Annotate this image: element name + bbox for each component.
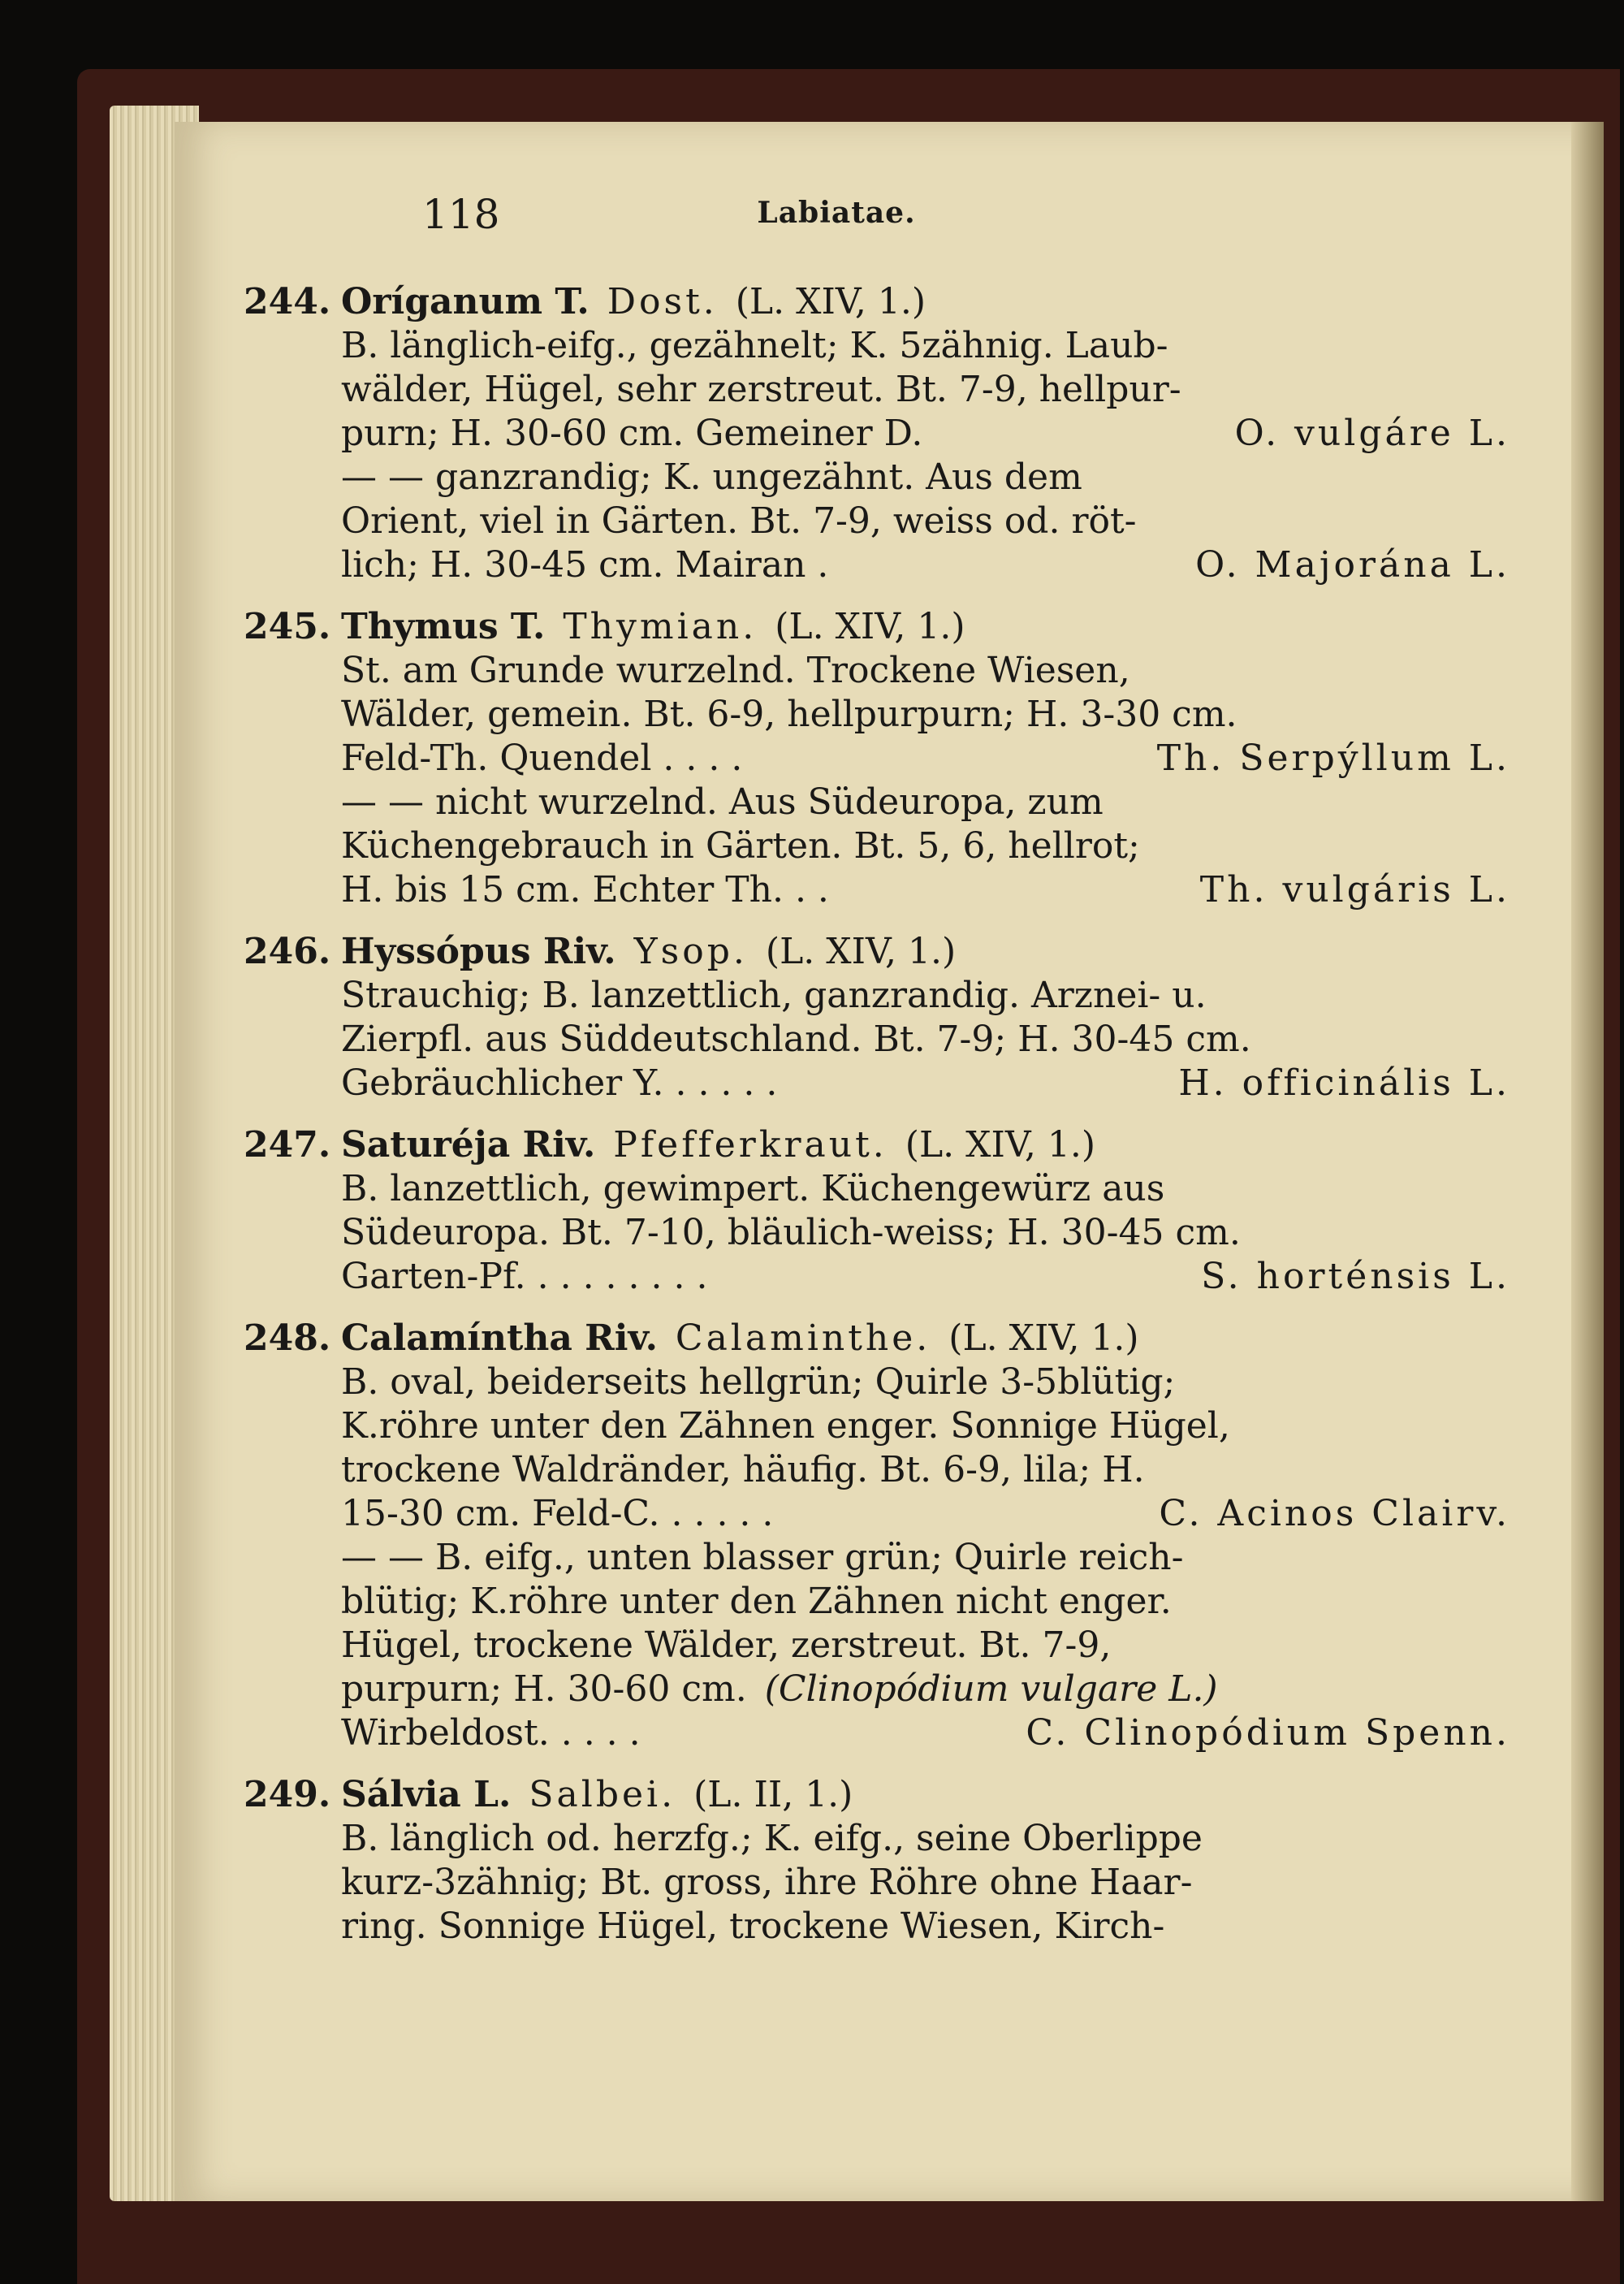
entry-line (244, 368, 1510, 412)
species-name: Th. Serpýllum L. (1156, 738, 1510, 779)
entry-line (244, 649, 1510, 693)
entry-line (244, 1861, 1510, 1905)
line-text: H. bis 15 cm. Echter Th. . . (341, 869, 829, 911)
entry-line (244, 1360, 1510, 1404)
entry-line (244, 456, 1510, 500)
entry-line (244, 781, 1510, 824)
line-text: blütig; K.röhre unter den Zähnen nicht enger. (341, 1581, 1172, 1622)
vernacular-name: Salbei. (529, 1774, 676, 1815)
entry-number: 249. (244, 1774, 331, 1815)
genus-entry (244, 1773, 1510, 1949)
linnaean-class: (L. XIV, 1.) (735, 281, 926, 322)
genus-entry (244, 605, 1510, 912)
entry-line (244, 500, 1510, 543)
genus-name: Sálvia L. (341, 1774, 512, 1815)
line-text: — — nicht wurzelnd. Aus Südeuropa, zum (341, 781, 1104, 823)
entry-line (244, 1580, 1510, 1624)
page-header (244, 191, 1429, 248)
genus-name: Hyssópus Riv. (341, 931, 616, 972)
species-name: C. Acinos Clairv. (1159, 1493, 1510, 1534)
entry-line (244, 1817, 1510, 1861)
line-text: K.röhre unter den Zähnen enger. Sonnige Hügel, (341, 1405, 1230, 1447)
linnaean-class: (L. XIV, 1.) (948, 1317, 1139, 1359)
line-text: Wälder, gemein. Bt. 6-9, hellpurpurn; H. 3-30 cm. (341, 694, 1237, 735)
entry-number: 246. (244, 931, 331, 972)
entry-line (244, 1668, 1510, 1711)
linnaean-class: (L. XIV, 1.) (775, 606, 965, 647)
line-text: — — ganzrandig; K. ungezähnt. Aus dem (341, 456, 1082, 498)
running-head: Labiatae. (757, 196, 916, 230)
line-text: — — B. eifg., unten blasser grün; Quirle reich- (341, 1537, 1184, 1578)
vernacular-name: Calaminthe. (675, 1317, 931, 1359)
entry-line (244, 1905, 1510, 1949)
line-text: Garten-Pf. . . . . . . . . (341, 1256, 708, 1297)
entry-line (244, 1062, 1510, 1105)
entry-line (244, 543, 1510, 587)
page-number: 118 (422, 191, 500, 238)
vernacular-name: Dost. (607, 281, 718, 322)
line-text: Küchengebrauch in Gärten. Bt. 5, 6, hellrot; (341, 825, 1140, 867)
genus-name: Thymus T. (341, 606, 546, 647)
linnaean-class: (L. XIV, 1.) (905, 1124, 1096, 1166)
entry-line (244, 1711, 1510, 1755)
line-text: Wirbeldost. . . . . (341, 1712, 641, 1754)
species-name: O. Majorána L. (1195, 544, 1510, 586)
page-gutter (1571, 122, 1604, 2201)
genus-name: Saturéja Riv. (341, 1124, 596, 1166)
line-text: kurz-3zähnig; Bt. gross, ihre Röhre ohne Haar- (341, 1862, 1193, 1903)
entry-heading (244, 1317, 1510, 1360)
species-name: S. horténsis L. (1201, 1256, 1510, 1297)
line-text: purpurn; H. 30-60 cm. (341, 1668, 747, 1710)
entry-line (244, 1211, 1510, 1255)
entry-line (244, 868, 1510, 912)
genus-name: Calamíntha Riv. (341, 1317, 658, 1359)
entry-line (244, 1018, 1510, 1062)
genus-entry (244, 280, 1510, 587)
line-text: B. länglich-eifg., gezähnelt; K. 5zähnig. Laub- (341, 325, 1168, 366)
line-text: Orient, viel in Gärten. Bt. 7-9, weiss od. röt- (341, 500, 1137, 542)
entry-line (244, 1448, 1510, 1492)
genus-entry (244, 1317, 1510, 1755)
line-text: trockene Waldränder, häufig. Bt. 6-9, lila; H. (341, 1449, 1145, 1490)
entry-line (244, 412, 1510, 456)
line-text: wälder, Hügel, sehr zerstreut. Bt. 7-9, hellpur- (341, 369, 1181, 410)
genus-entry (244, 1123, 1510, 1299)
line-text: lich; H. 30-45 cm. Mairan . (341, 544, 829, 586)
entry-heading (244, 280, 1510, 324)
line-text: St. am Grunde wurzelnd. Trockene Wiesen, (341, 650, 1130, 691)
entry-number: 244. (244, 281, 331, 322)
linnaean-class: (L. XIV, 1.) (765, 931, 957, 972)
entry-number: 245. (244, 606, 331, 647)
line-text: Strauchig; B. lanzettlich, ganzrandig. Arznei- u. (341, 975, 1207, 1016)
entry-line (244, 737, 1510, 781)
entry-line (244, 324, 1510, 368)
entry-heading (244, 930, 1510, 974)
line-text: Gebräuchlicher Y. . . . . . (341, 1062, 778, 1104)
line-text: Zierpfl. aus Süddeutschland. Bt. 7-9; H. 30-45 cm. (341, 1019, 1251, 1060)
entry-line (244, 1404, 1510, 1448)
entry-list (244, 280, 1510, 1966)
entry-line (244, 1255, 1510, 1299)
entry-number: 248. (244, 1317, 331, 1359)
entry-line (244, 974, 1510, 1018)
vernacular-name: Ysop. (633, 931, 748, 972)
line-text: B. lanzettlich, gewimpert. Küchengewürz aus (341, 1168, 1165, 1209)
species-name: C. Clinopódium Spenn. (1026, 1712, 1510, 1754)
synonym-italic: (Clinopódium vulgare L.) (764, 1668, 1218, 1710)
entry-heading (244, 1773, 1510, 1817)
entry-heading (244, 605, 1510, 649)
genus-name: Oríganum T. (341, 281, 590, 322)
line-text: B. oval, beiderseits hellgrün; Quirle 3-5blütig; (341, 1361, 1176, 1403)
entry-number: 247. (244, 1124, 331, 1166)
line-text: Südeuropa. Bt. 7-10, bläulich-weiss; H. 30-45 cm. (341, 1212, 1241, 1253)
entry-line (244, 824, 1510, 868)
entry-heading (244, 1123, 1510, 1167)
line-text: B. länglich od. herzfg.; K. eifg., seine Oberlippe (341, 1818, 1203, 1859)
line-text: Hügel, trockene Wälder, zerstreut. Bt. 7-9, (341, 1624, 1112, 1666)
entry-line (244, 1624, 1510, 1668)
entry-line (244, 1492, 1510, 1536)
entry-line (244, 1536, 1510, 1580)
species-name: Th. vulgáris L. (1199, 869, 1510, 911)
line-text: 15-30 cm. Feld-C. . . . . . (341, 1493, 774, 1534)
species-name: O. vulgáre L. (1234, 413, 1510, 454)
line-text: ring. Sonnige Hügel, trockene Wiesen, Kirch- (341, 1905, 1165, 1947)
entry-line (244, 1167, 1510, 1211)
genus-entry (244, 930, 1510, 1105)
vernacular-name: Thymian. (563, 606, 758, 647)
species-name: H. officinális L. (1178, 1062, 1510, 1104)
line-text: purn; H. 30-60 cm. Gemeiner D. (341, 413, 923, 454)
entry-line (244, 693, 1510, 737)
linnaean-class: (L. II, 1.) (693, 1774, 853, 1815)
vernacular-name: Pfefferkraut. (613, 1124, 888, 1166)
line-text: Feld-Th. Quendel . . . . (341, 738, 743, 779)
